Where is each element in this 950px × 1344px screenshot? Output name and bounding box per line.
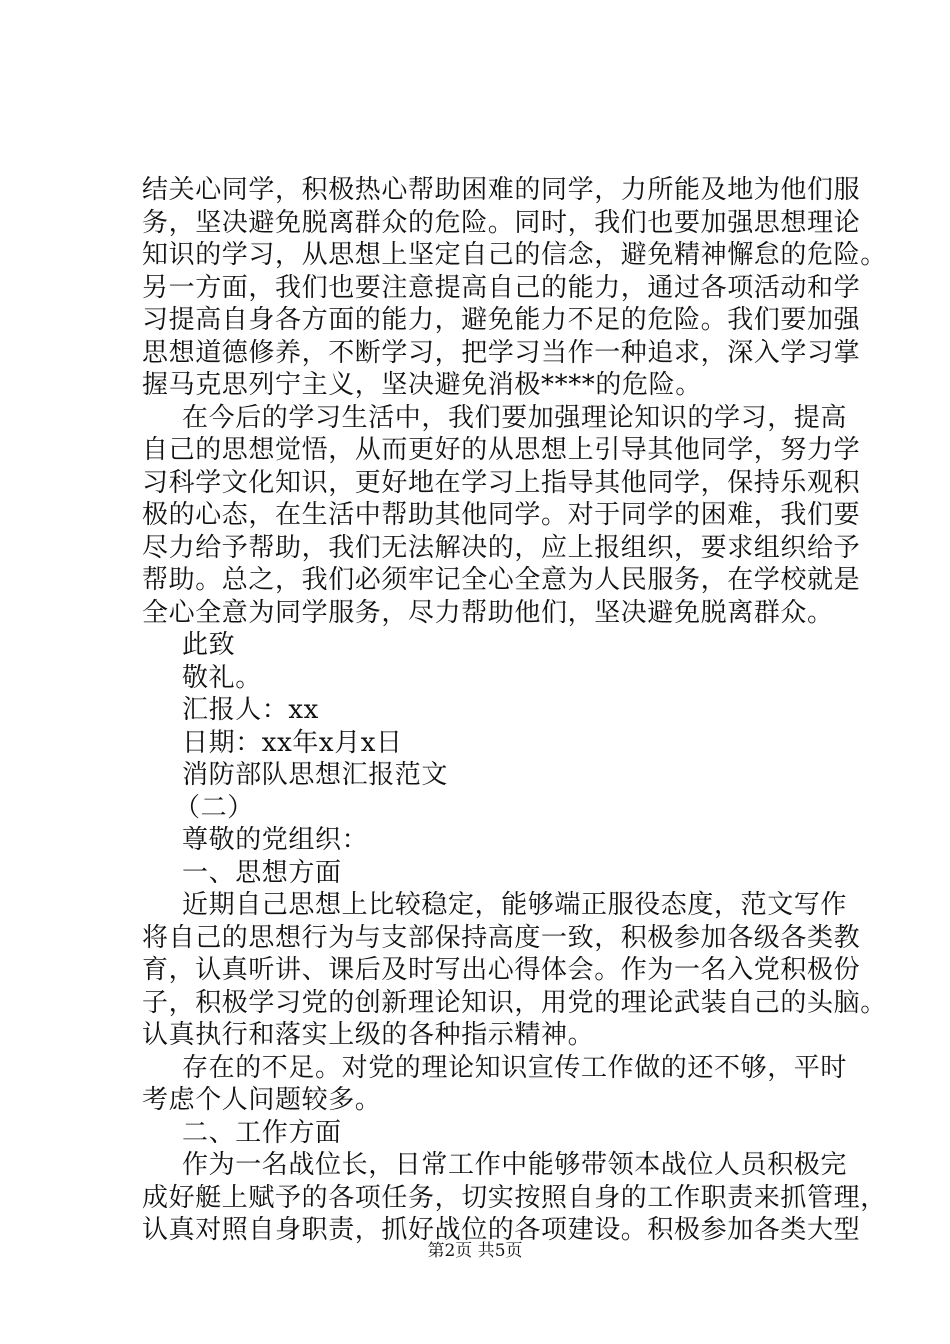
section-heading: 一、思想方面 [182, 857, 342, 888]
salutation: 尊敬的党组织： [182, 825, 369, 855]
paragraph-line: 全心全意为同学服务，尽力帮助他们，坚决避免脱离群众。 [142, 597, 834, 628]
paragraph-line: 认真执行和落实上级的各种指示精神。 [142, 1020, 595, 1050]
section-title: 消防部队思想汇报范文 [182, 760, 449, 790]
paragraph-line: 自己的思想觉悟，从而更好的从思想上引导其他同学，努力学 [142, 435, 861, 465]
paragraph-line: 认真对照自身职责，抓好战位的各项建设。积极参加各类大型 [142, 1215, 861, 1245]
paragraph-line: 在今后的学习生活中，我们要加强理论知识的学习，提高 [182, 402, 848, 433]
paragraph-line: 另一方面，我们也要注意提高自己的能力，通过各项活动和学 [142, 272, 861, 303]
paragraph-line: 成好艇上赋予的各项任务，切实按照自身的工作职责来抓管理， [142, 1182, 887, 1213]
date-line: 日期：xx年x月x日 [182, 727, 403, 758]
paragraph-line: 握马克思列宁主义，坚决避免消极****的危险。 [142, 370, 702, 400]
paragraph-line: 思想道德修养，不断学习，把学习当作一种追求，深入学习掌 [142, 337, 861, 368]
paragraph-line: 作为一名战位长，日常工作中能够带领本战位人员积极完 [182, 1150, 848, 1180]
paragraph-line: 习提高自身各方面的能力，避免能力不足的危险。我们要加强 [142, 305, 861, 335]
paragraph-line: 知识的学习，从思想上坚定自己的信念，避免精神懈怠的危险。 [142, 240, 887, 270]
paragraph-line: 考虑个人问题较多。 [142, 1085, 382, 1115]
closing-salute: 敬礼。 [182, 662, 262, 693]
paragraph-line: 极的心态，在生活中帮助其他同学。对于同学的困难，我们要 [142, 500, 861, 530]
reporter-line: 汇报人：xx [182, 695, 319, 725]
paragraph-line: 尽力给予帮助，我们无法解决的，应上报组织，要求组织给予 [142, 532, 861, 563]
document-body [142, 174, 887, 1247]
paragraph-line: 帮助。总之，我们必须牢记全心全意为人民服务，在学校就是 [142, 565, 861, 595]
paragraph-line: 习科学文化知识，更好地在学习上指导其他同学，保持乐观积 [142, 467, 861, 498]
paragraph-line: 将自己的思想行为与支部保持高度一致，积极参加各级各类教 [142, 922, 861, 953]
paragraph-line: 近期自己思想上比较稳定，能够端正服役态度，范文写作 [182, 890, 848, 920]
section-heading: 二、工作方面 [182, 1117, 342, 1148]
paragraph-line: 存在的不足。对党的理论知识宣传工作做的还不够，平时 [182, 1052, 848, 1083]
page-footer [0, 1240, 950, 1262]
page-number: 第2页 共5页 [427, 1241, 523, 1261]
paragraph-line: 育，认真听讲、课后及时写出心得体会。作为一名入党积极份 [142, 955, 861, 985]
paragraph-line: 务，坚决避免脱离群众的危险。同时，我们也要加强思想理论 [142, 207, 861, 238]
paragraph-line: 子，积极学习党的创新理论知识，用党的理论武装自己的头脑。 [142, 987, 887, 1018]
closing-greeting: 此致 [182, 630, 236, 660]
section-number: （二） [174, 792, 254, 823]
paragraph-line: 结关心同学，积极热心帮助困难的同学，力所能及地为他们服 [142, 175, 861, 205]
